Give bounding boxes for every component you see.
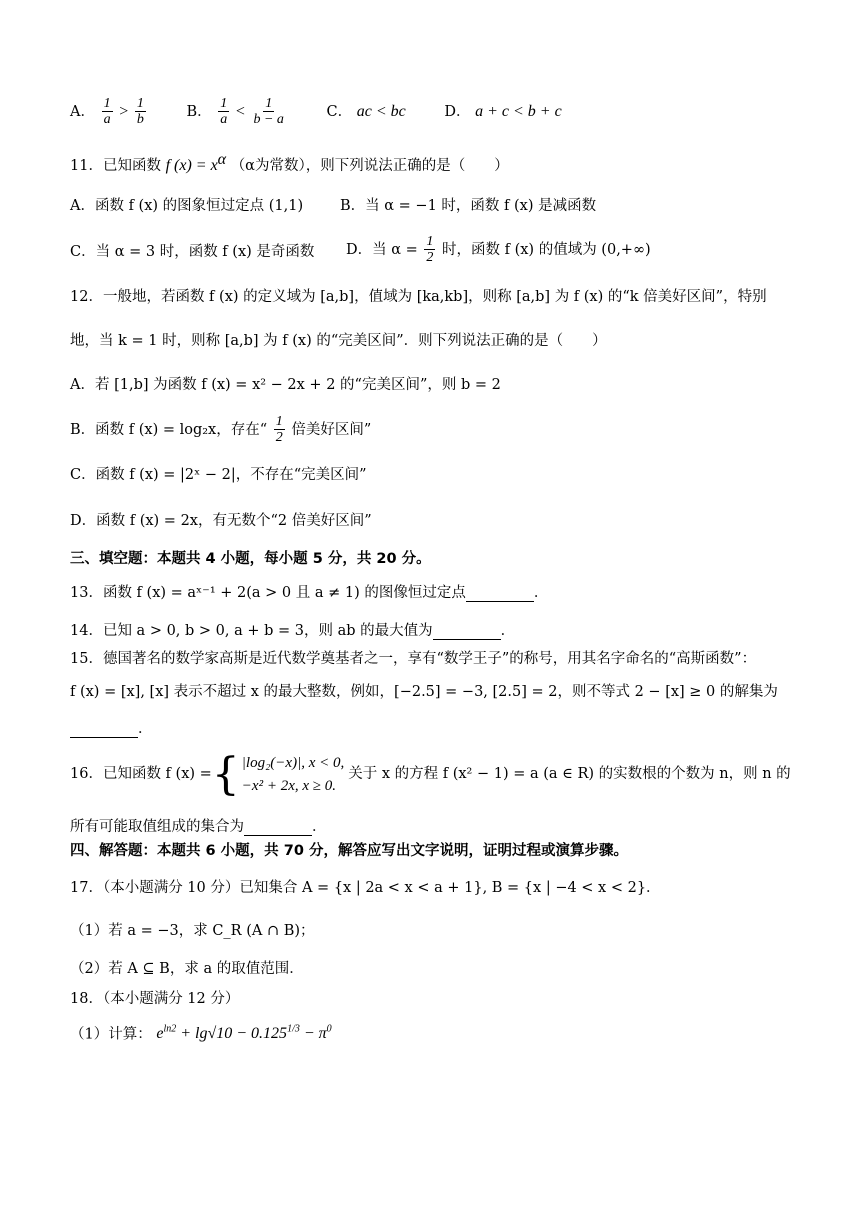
case-2: −x² + 2x, x ≥ 0. (241, 777, 336, 794)
q11-option-a: A．函数 f (x) 的图象恒过定点 (1,1) (70, 198, 304, 214)
q10-options (70, 96, 596, 128)
fraction: $\frac{1}{2}$ (426, 234, 434, 266)
q12-stem-line1: 12．一般地，若函数 f (x) 的定义域为 [a,b]，值域为 [ka,kb]，则称 [a,b] 为 f (x) 的“k 倍美好区间”，特别 (70, 289, 767, 305)
q10-option-a (70, 96, 148, 128)
q11-option-b: B．当 α = −1 时，函数 f (x) 是减函数 (340, 198, 597, 214)
q12-option-c: C．函数 f (x) = |2ˣ − 2|，不存在“完美区间” (70, 467, 367, 483)
fraction: $\frac{1}{b}$ (136, 96, 144, 128)
q14: 14．已知 a > 0, b > 0, a + b = 3，则 ab 的最大值为 ． (70, 623, 516, 639)
piecewise-function (211, 748, 345, 800)
q18-stem: 18．（本小题满分 12 分） (70, 991, 240, 1007)
q11-option-d: D．当 α = $\frac{1}{2}$ 时，函数 f (x) 的值域为 (0,+∞) (346, 234, 651, 266)
section-heading-fill-in: 三、填空题：本题共 4 小题，每小题 5 分，共 20 分。 (70, 551, 431, 567)
q11-stem: 11．已知函数 f $(x) = x^\alpha$ （α为常数），则下列说法正确的是（ ） (70, 151, 509, 174)
q18-part1: （1）计算： $e^{ln2} + \lg√10 - 0.125^{1/3} - \pi^0$ (70, 1024, 332, 1043)
q12-option-d: D．函数 f (x) = 2x，有无数个“2 倍美好区间” (70, 513, 372, 529)
q10-option-c (327, 102, 406, 122)
fraction: $\frac{1}{2}$ (275, 414, 283, 446)
math-expression: a + c < b + c (475, 102, 562, 120)
q12-option-b: B．函数 f (x) = log₂x，存在“ $\frac{1}{2}$ 倍美好区间” (70, 414, 372, 446)
math-expression: f (x) = x (165, 156, 218, 174)
q15-line1: 15．德国著名的数学家高斯是近代数学奠基者之一，享有“数学王子”的称号，用其名字命名的“高斯函数”： (70, 651, 757, 667)
option-label: C． (326, 103, 353, 120)
fraction: $\frac{1}{a}$ (103, 96, 111, 128)
fraction: $\frac{1}{a}$ (220, 96, 228, 128)
option-label: D． (444, 103, 471, 120)
answer-blank (70, 723, 138, 738)
q11-option-c: C．当 α = 3 时，函数 f (x) 是奇函数 (70, 244, 315, 260)
fraction: $\frac{1}{b - a}$ (253, 96, 284, 128)
case-1: |log₂(−x)|, x < 0, (241, 755, 345, 771)
q16-stem: 16．已知函数 f (x) = { |log₂(−x)|, x < 0, −x² + 2x, x ≥ 0. 关于 x 的方程 f (x² − 1) = a (a ∈ R) 的实数根的个数为 n，则 n 的 (70, 748, 791, 800)
q17-part2: （2）若 A ⊆ B，求 a 的取值范围． (70, 961, 304, 977)
q17-stem: 17．（本小题满分 10 分）已知集合 A = {x | 2a < x < a + 1}, B = {x | −4 < x < 2}． (70, 880, 661, 896)
q15-line3: ． (70, 720, 153, 738)
option-label: B． (186, 103, 212, 120)
operator: < (235, 102, 245, 120)
q13: 13．函数 f (x) = aˣ⁻¹ + 2(a > 0 且 a ≠ 1) 的图像恒过定点 ． (70, 585, 549, 601)
left-brace: { (211, 748, 240, 800)
q17-part1: （1）若 a = −3，求 C_R (A ∩ B)； (70, 923, 315, 939)
q10-option-d (444, 102, 561, 122)
answer-blank (244, 821, 312, 836)
q15-line2: f (x) = [x], [x] 表示不超过 x 的最大整数，例如，[−2.5] = −3, [2.5] = 2，则不等式 2 − [x] ≥ 0 的解集为 (70, 684, 778, 700)
math-expression: ac < bc (356, 102, 406, 120)
answer-blank (433, 625, 501, 640)
q12-stem-line2: 地，当 k = 1 时，则称 [a,b] 为 f (x) 的“完美区间”．则下列说法正确的是（ ） (70, 333, 607, 349)
option-label: A． (70, 103, 95, 120)
section-heading-solutions: 四、解答题：本题共 6 小题，共 70 分，解答应写出文字说明，证明过程或演算步骤。 (70, 843, 628, 859)
math-expression: $e^{ln2} + \lg√10 - 0.125^{1/3} - \pi^0$ (156, 1024, 332, 1043)
q10-option-b (186, 96, 287, 128)
answer-blank (466, 587, 534, 602)
q12-option-a: A．若 [1,b] 为函数 f (x) = x² − 2x + 2 的“完美区间”，则 b = 2 (70, 377, 501, 393)
q16-line2: 所有可能取值组成的集合为 ． (70, 819, 327, 835)
operator: > (119, 102, 129, 120)
